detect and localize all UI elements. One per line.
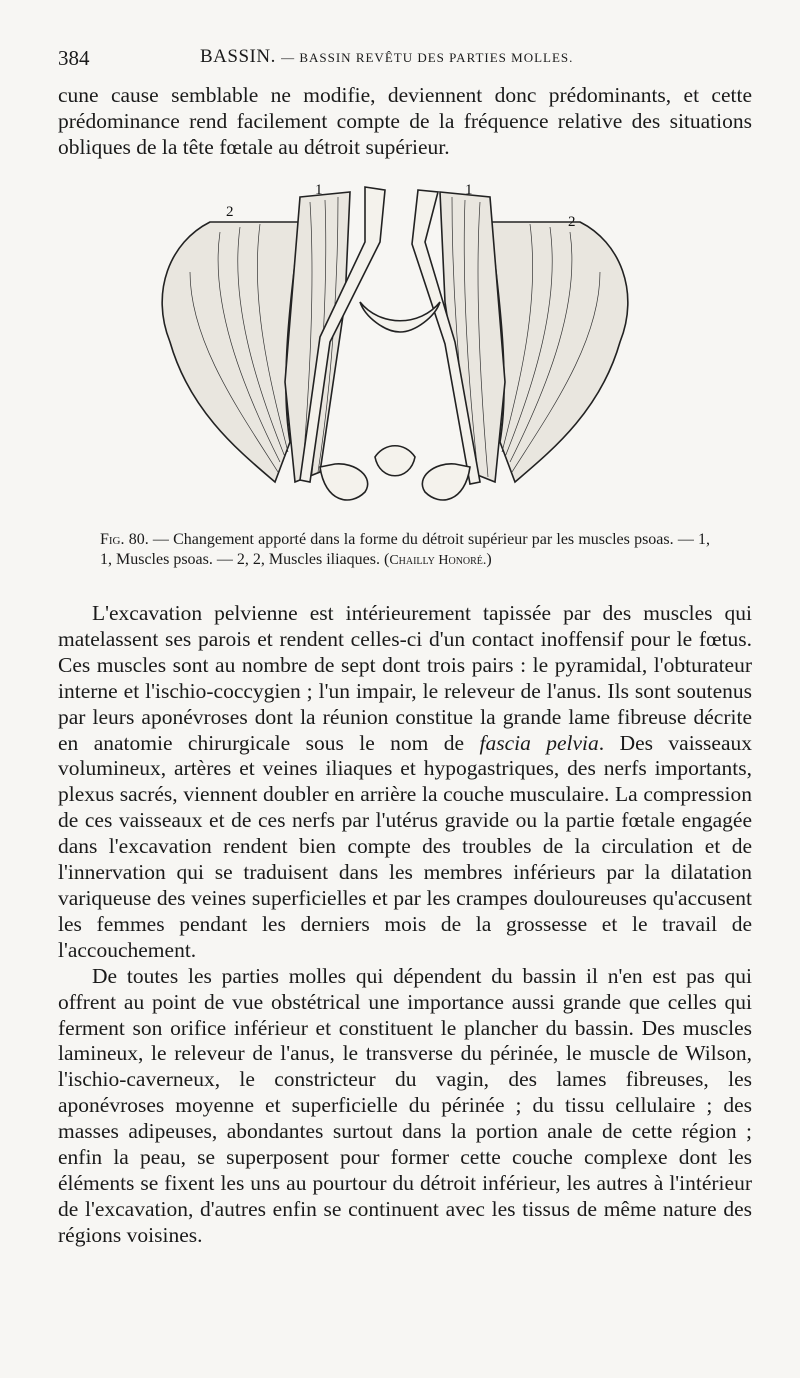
sacral-promontory [360, 302, 440, 332]
paragraph-excavation-end: . Des vaisseaux volumineux, artères et veines iliaques et hypogastriques, des nerfs importants, plexus sacrés, viennent doubler en arrière la couche musculaire. La compression de ces vaisseaux et de ces nerfs par l'utérus gravide ou la partie fœtale engagée dans l'excavation rendent bien compte des troubles de la circulation et de l'innervation qui se traduisent dans les membres inférieurs par la dilatation variqueuse des veines superficielles et par les crampes douloureuses qu'accusent les femmes pendant les derniers mois de la grossesse et le travail de l'accouchement. [58, 730, 752, 962]
running-title-main: BASSIN. [200, 46, 276, 67]
pubic-bone-left [320, 464, 368, 500]
caption-text: — Changement apporté dans la forme du détroit supérieur par les muscles psoas. — 1, 1, Muscles psoas. — 2, 2, Muscles iliaques. ( [100, 531, 710, 568]
page-number: 384 [58, 46, 90, 70]
paragraph-excavation-start: L'excavation pelvienne est intérieurement tapissée par des muscles qui matelassent ses parois et rendent celles-ci d'un contact inoffensif pour le fœtus. Ces muscles sont au nombre de sept dont trois pairs : le pyramidal, l'obturateur interne et l'ischio-coccygien ; l'un impair, le releveur de l'anus. Ils sont soutenus par leurs aponévroses dont la réunion constitue la grande lame fibreuse décrite en anatomie chirurgicale sous le nom de [58, 601, 752, 755]
opening-paragraph: cune cause semblable ne modifie, deviennent donc prédominants, et cette prédominance rend facilement compte de la fréquence relative des situations obliques de la tête fœtale au détroit supérieur. [58, 83, 752, 159]
fascia-pelvia-term: fascia pelvia [479, 730, 599, 755]
label-iliac-right: 2 [568, 214, 576, 230]
pelvis-psoas-iliac-muscles-illustration-icon [150, 182, 640, 522]
label-psoas-left: 1 [315, 182, 323, 198]
caption-label: Fig. 80. [100, 531, 149, 548]
paragraph-plancher: De toutes les parties molles qui dépendent du bassin il n'en est pas qui offrent au point de vue obstétrical une importance aussi grande que celles qui ferment son orifice inférieur et constituent le plancher du bassin. Des muscles lamineux, le releveur de l'anus, le transverse du périnée, le muscle de Wilson, l'ischio-caverneux, le constricteur du vagin, des lames fibreuses, les aponévroses moyenne et superficielle du périnée ; du tissu cellulaire ; des masses adipeuses, abondantes surtout dans la portion anale de cette région ; enfin la peau, se superposent pour former cette couche complexe dont les éléments se fixent les uns au pourtour du détroit inférieur, les autres à l'intérieur de l'excavation, d'autres enfin se continuent avec les tissus de même nature des régions voisines. [58, 963, 752, 1247]
label-iliac-left: 2 [226, 204, 234, 220]
running-title-subtitle: — BASSIN REVÊTU DES PARTIES MOLLES. [281, 50, 574, 65]
pubic-bone-right [422, 464, 470, 500]
running-head [58, 46, 748, 76]
caption-credit: Chailly Honoré. [389, 553, 487, 568]
label-psoas-right: 1 [465, 182, 473, 198]
body-text [58, 601, 752, 1249]
running-title [200, 46, 573, 68]
figure-80 [150, 182, 640, 522]
caption-end: ) [486, 551, 492, 568]
pubic-symphysis [375, 446, 415, 476]
figure-caption [100, 530, 710, 571]
paragraph-excavation [58, 601, 752, 964]
